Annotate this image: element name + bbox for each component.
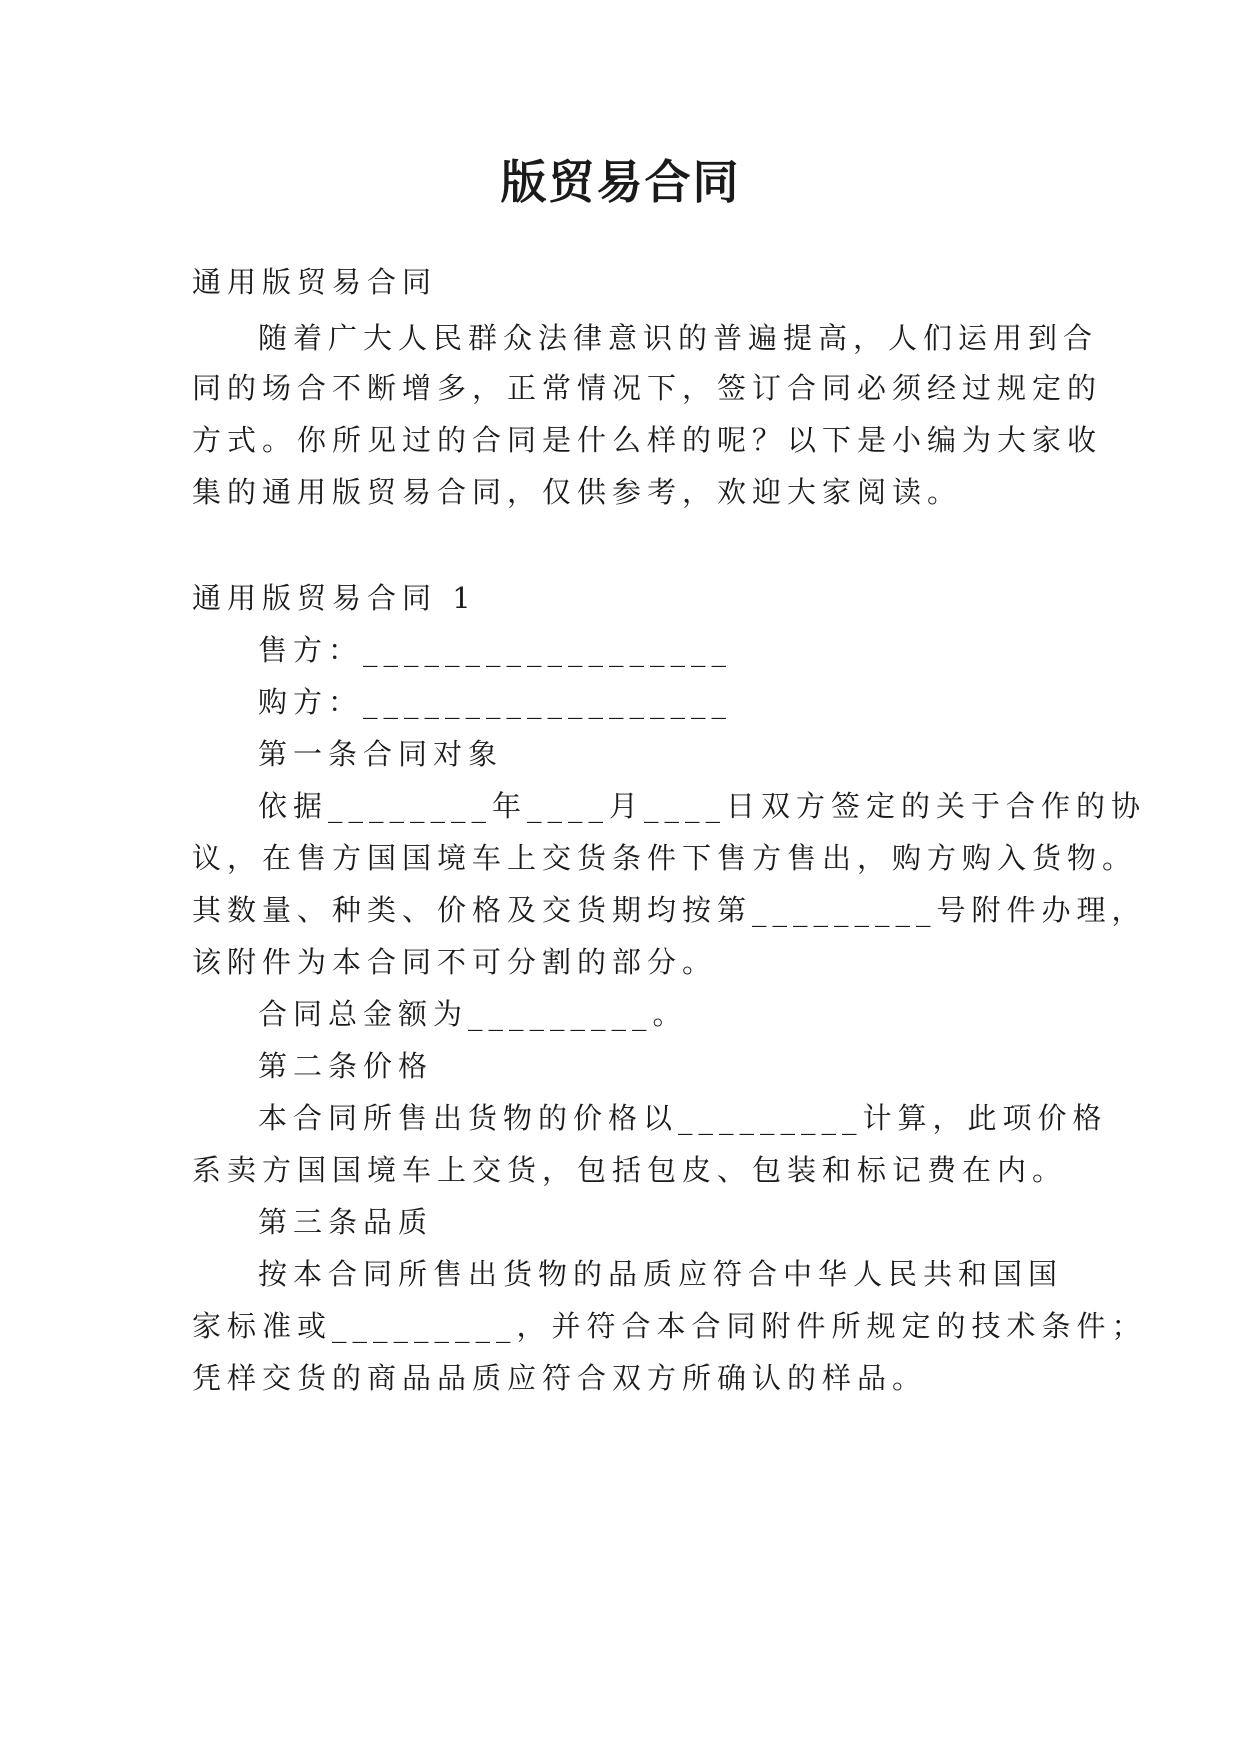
intro-line-1: 随着广大人民群众法律意识的普遍提高，人们运用到合 [258, 321, 1099, 355]
heading-general: 通用版贸易合同 [192, 265, 438, 299]
article-1-line-4: 该附件为本合同不可分割的部分。 [192, 945, 718, 979]
buyer-line: 购方：__________________ [258, 685, 733, 719]
intro-line-2: 同的场合不断增多，正常情况下，签订合同必须经过规定的 [192, 371, 1103, 405]
article-3-line-3: 凭样交货的商品品质应符合双方所确认的样品。 [192, 1361, 928, 1395]
article-3-heading: 第三条品质 [258, 1205, 434, 1239]
intro-line-3: 方式。你所见过的合同是什么样的呢？以下是小编为大家收 [192, 423, 1103, 457]
article-3-line-1: 按本合同所售出货物的品质应符合中华人民共和国国 [258, 1257, 1064, 1291]
total-amount-line: 合同总金额为_________。 [258, 997, 688, 1031]
article-1-line-2: 议，在售方国国境车上交货条件下售方售出，购方购入货物。 [192, 841, 1138, 875]
article-1-line-1: 依据________年____月____日双方签定的关于合作的协 [258, 789, 1147, 823]
heading-contract-1: 通用版贸易合同 1 [192, 581, 477, 615]
article-2-heading: 第二条价格 [258, 1049, 434, 1083]
intro-line-4: 集的通用版贸易合同，仅供参考，欢迎大家阅读。 [192, 475, 963, 509]
article-1-heading: 第一条合同对象 [258, 737, 504, 771]
article-3-line-2: 家标准或_________，并符合本合同附件所规定的技术条件； [192, 1309, 1147, 1343]
seller-line: 售方：__________________ [258, 633, 733, 667]
article-1-line-3: 其数量、种类、价格及交货期均按第_________号附件办理， [192, 893, 1147, 927]
article-2-line-1: 本合同所售出货物的价格以_________计算，此项价格 [258, 1101, 1108, 1135]
document-title: 版贸易合同 [500, 155, 741, 209]
article-2-line-2: 系卖方国国境车上交货，包括包皮、包装和标记费在内。 [192, 1153, 1068, 1187]
